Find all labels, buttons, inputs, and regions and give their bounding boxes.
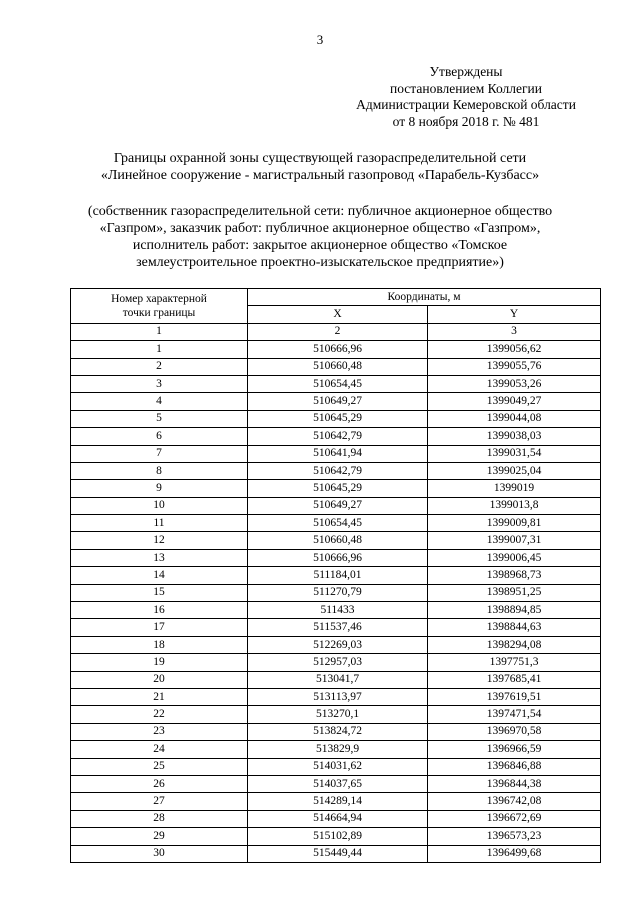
owner-line: землеустроительное проектно-изыскательское предприятие»): [136, 255, 504, 270]
y-coordinate-cell: 1399013,8: [428, 497, 601, 514]
table-row: [71, 619, 601, 636]
y-coordinate-cell: 1398968,73: [428, 567, 601, 584]
x-coordinate-cell: 515449,44: [248, 845, 428, 862]
table-row: [71, 515, 601, 532]
x-coordinate-cell: 510649,27: [248, 497, 428, 514]
page-number: 3: [316, 32, 324, 47]
x-coordinate-cell: 515102,89: [248, 828, 428, 845]
x-coordinate-cell: 511270,79: [248, 584, 428, 601]
y-coordinate-cell: 1396844,38: [428, 775, 601, 792]
point-number-cell: 27: [71, 793, 248, 810]
point-number-cell: 23: [71, 723, 248, 740]
title-line: Границы охранной зоны существующей газораспределительной сети: [113, 151, 527, 166]
y-coordinate-cell: 1397471,54: [428, 706, 601, 723]
header-y: Y: [428, 306, 601, 323]
y-coordinate-cell: 1399007,31: [428, 532, 601, 549]
table-row: [71, 602, 601, 619]
x-coordinate-cell: 513270,1: [248, 706, 428, 723]
table-row: [71, 584, 601, 601]
y-coordinate-cell: 1396672,69: [428, 810, 601, 827]
table-row: [71, 828, 601, 845]
table-row: [71, 688, 601, 705]
x-coordinate-cell: 514289,14: [248, 793, 428, 810]
approval-line: Утверждены: [429, 64, 503, 79]
x-coordinate-cell: 510642,79: [248, 428, 428, 445]
point-number-cell: 24: [71, 741, 248, 758]
table-row: [71, 706, 601, 723]
y-coordinate-cell: 1399056,62: [428, 341, 601, 358]
x-coordinate-cell: 512957,03: [248, 654, 428, 671]
owner-info: [60, 203, 580, 271]
owner-line: «Газпром», заказчик работ: публичное акционерное общество «Газпром»,: [99, 221, 541, 236]
approval-block: [330, 64, 602, 130]
table-row: [71, 758, 601, 775]
approval-line: от 8 ноября 2018 г. № 481: [392, 113, 540, 129]
table-row: [71, 549, 601, 566]
x-coordinate-cell: 510645,29: [248, 410, 428, 427]
x-coordinate-cell: 512269,03: [248, 636, 428, 653]
point-number-cell: 16: [71, 602, 248, 619]
x-coordinate-cell: 510654,45: [248, 375, 428, 392]
y-coordinate-cell: 1399038,03: [428, 428, 601, 445]
table-row: [71, 567, 601, 584]
column-number: 3: [428, 323, 601, 340]
point-number-cell: 2: [71, 358, 248, 375]
x-coordinate-cell: 510649,27: [248, 393, 428, 410]
x-coordinate-cell: 510641,94: [248, 445, 428, 462]
x-coordinate-cell: 510645,29: [248, 480, 428, 497]
column-number: 1: [71, 323, 248, 340]
point-number-cell: 10: [71, 497, 248, 514]
header-x: X: [248, 306, 428, 323]
y-coordinate-cell: 1399009,81: [428, 515, 601, 532]
table-row: [71, 845, 601, 862]
point-number-cell: 18: [71, 636, 248, 653]
table-row: [71, 358, 601, 375]
header-coordinates: Координаты, м: [248, 289, 601, 306]
y-coordinate-cell: 1399049,27: [428, 393, 601, 410]
point-number-cell: 19: [71, 654, 248, 671]
point-number-cell: 4: [71, 393, 248, 410]
y-coordinate-cell: 1397619,51: [428, 688, 601, 705]
header-point-number: [71, 289, 248, 324]
table-row: [71, 636, 601, 653]
table-row: [71, 445, 601, 462]
point-number-cell: 13: [71, 549, 248, 566]
y-coordinate-cell: 1396573,23: [428, 828, 601, 845]
y-coordinate-cell: 1396846,88: [428, 758, 601, 775]
point-number-cell: 15: [71, 584, 248, 601]
coordinates-table: [70, 288, 601, 863]
table-row: [71, 723, 601, 740]
owner-line: (собственник газораспределительной сети: публичное акционерное общество: [87, 204, 553, 219]
y-coordinate-cell: 1396970,58: [428, 723, 601, 740]
point-number-cell: 28: [71, 810, 248, 827]
table-row: [71, 671, 601, 688]
point-number-cell: 11: [71, 515, 248, 532]
point-number-cell: 14: [71, 567, 248, 584]
table-body: [71, 341, 601, 863]
y-coordinate-cell: 1396499,68: [428, 845, 601, 862]
point-number-cell: 29: [71, 828, 248, 845]
table-row: [71, 810, 601, 827]
x-coordinate-cell: 511184,01: [248, 567, 428, 584]
y-coordinate-cell: 1399044,08: [428, 410, 601, 427]
x-coordinate-cell: 510666,96: [248, 549, 428, 566]
y-coordinate-cell: 1398894,85: [428, 602, 601, 619]
x-coordinate-cell: 510660,48: [248, 358, 428, 375]
x-coordinate-cell: 511537,46: [248, 619, 428, 636]
x-coordinate-cell: 510660,48: [248, 532, 428, 549]
y-coordinate-cell: 1398844,63: [428, 619, 601, 636]
y-coordinate-cell: 1399055,76: [428, 358, 601, 375]
point-number-cell: 3: [71, 375, 248, 392]
table-row: [71, 375, 601, 392]
x-coordinate-cell: 513824,72: [248, 723, 428, 740]
y-coordinate-cell: 1398951,25: [428, 584, 601, 601]
y-coordinate-cell: 1397685,41: [428, 671, 601, 688]
approval-line: Администрации Кемеровской области: [356, 97, 576, 112]
point-number-cell: 26: [71, 775, 248, 792]
point-number-cell: 21: [71, 688, 248, 705]
x-coordinate-cell: 513829,9: [248, 741, 428, 758]
table-row: [71, 654, 601, 671]
x-coordinate-cell: 514037,65: [248, 775, 428, 792]
y-coordinate-cell: 1396742,08: [428, 793, 601, 810]
point-number-cell: 22: [71, 706, 248, 723]
table-row: [71, 497, 601, 514]
header-point-line: точки границы: [122, 306, 196, 319]
x-coordinate-cell: 514664,94: [248, 810, 428, 827]
table-row: [71, 341, 601, 358]
table-row: [71, 393, 601, 410]
point-number-cell: 6: [71, 428, 248, 445]
y-coordinate-cell: 1396966,59: [428, 741, 601, 758]
x-coordinate-cell: 510642,79: [248, 462, 428, 479]
column-number: 2: [248, 323, 428, 340]
y-coordinate-cell: 1399053,26: [428, 375, 601, 392]
x-coordinate-cell: 511433: [248, 602, 428, 619]
x-coordinate-cell: 510666,96: [248, 341, 428, 358]
title-line: «Линейное сооружение - магистральный газопровод «Парабель-Кузбасс»: [100, 168, 540, 183]
table-row: [71, 532, 601, 549]
header-point-line: Номер характерной: [111, 292, 207, 305]
point-number-cell: 30: [71, 845, 248, 862]
table-row: [71, 775, 601, 792]
table-row: [71, 410, 601, 427]
point-number-cell: 8: [71, 462, 248, 479]
y-coordinate-cell: 1399025,04: [428, 462, 601, 479]
document-title: [60, 150, 580, 184]
point-number-cell: 25: [71, 758, 248, 775]
point-number-cell: 20: [71, 671, 248, 688]
point-number-cell: 12: [71, 532, 248, 549]
y-coordinate-cell: 1399019: [428, 480, 601, 497]
table-row: [71, 793, 601, 810]
point-number-cell: 7: [71, 445, 248, 462]
approval-line: постановлением Коллегии: [390, 80, 542, 96]
table-row: [71, 428, 601, 445]
point-number-cell: 9: [71, 480, 248, 497]
point-number-cell: 1: [71, 341, 248, 358]
y-coordinate-cell: 1397751,3: [428, 654, 601, 671]
y-coordinate-cell: 1399031,54: [428, 445, 601, 462]
y-coordinate-cell: 1398294,08: [428, 636, 601, 653]
x-coordinate-cell: 510654,45: [248, 515, 428, 532]
point-number-cell: 5: [71, 410, 248, 427]
table-row: [71, 480, 601, 497]
owner-line: исполнитель работ: закрытое акционерное общество «Томское: [132, 238, 508, 253]
y-coordinate-cell: 1399006,45: [428, 549, 601, 566]
table-row: [71, 741, 601, 758]
x-coordinate-cell: 514031,62: [248, 758, 428, 775]
x-coordinate-cell: 513113,97: [248, 688, 428, 705]
x-coordinate-cell: 513041,7: [248, 671, 428, 688]
table-row: [71, 462, 601, 479]
point-number-cell: 17: [71, 619, 248, 636]
